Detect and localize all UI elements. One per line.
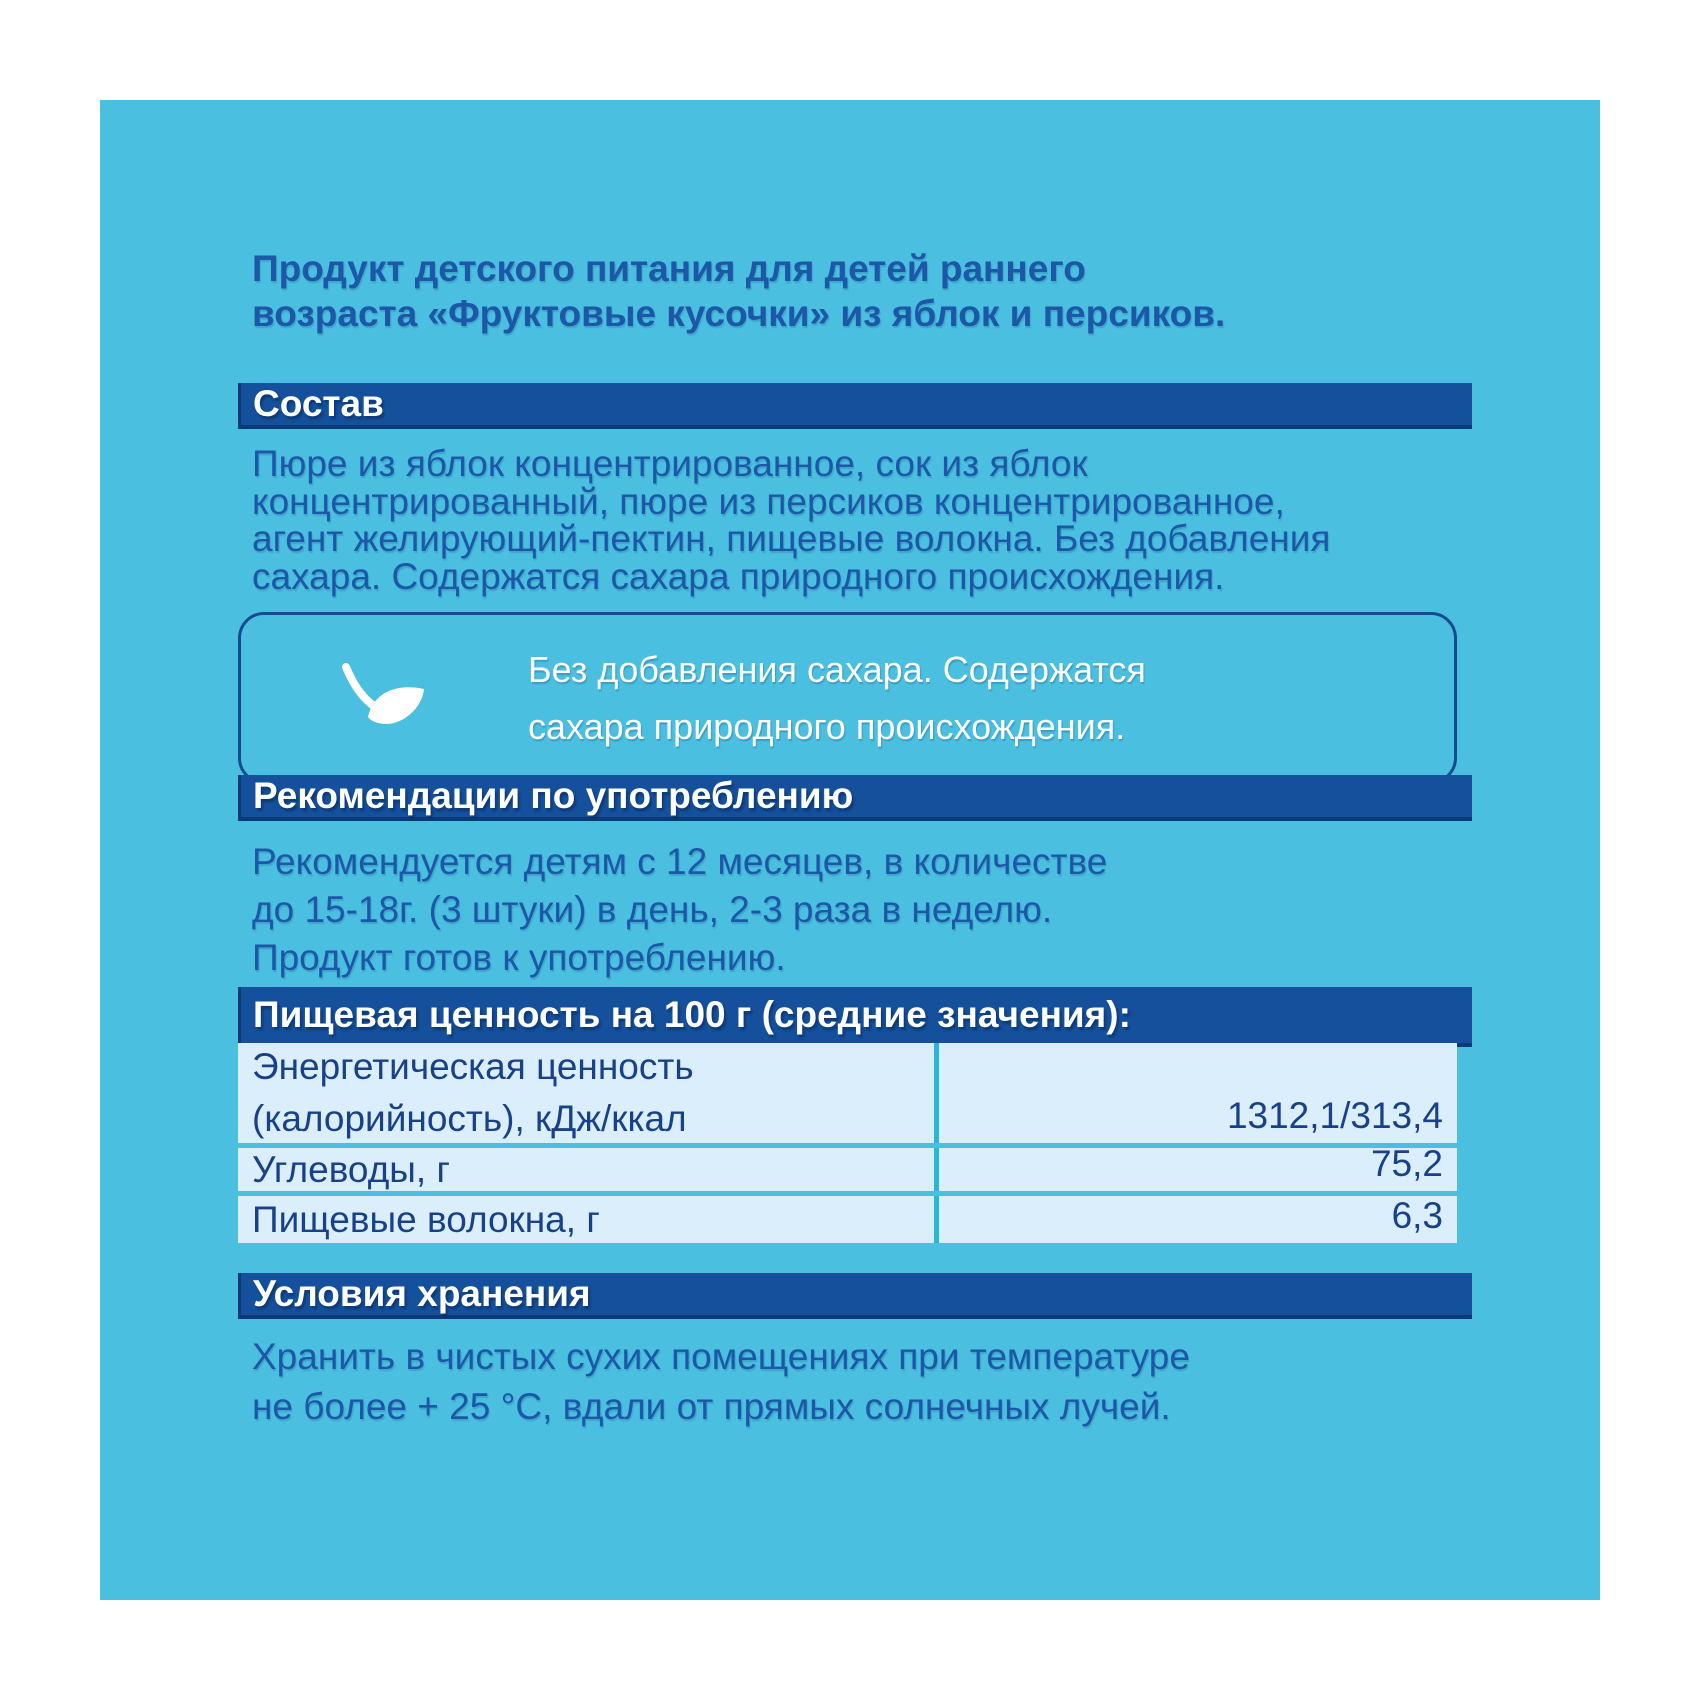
nutrition-row-value: 75,2 — [1370, 1143, 1443, 1184]
leaf-icon — [336, 663, 428, 733]
product-title: Продукт детского питания для детей раннего возраста «Фруктовые кусочки» из яблок и персиков. — [252, 248, 1226, 334]
nutrition-row-label: Углеводы, г — [252, 1148, 450, 1190]
table-row — [238, 1043, 1457, 1143]
recommendations-body: Рекомендуется детям с 12 месяцев, в количестве до 15-18г. (3 штуки) в день, 2-3 раза в неделю. Продукт готов к употреблению. — [252, 841, 1108, 978]
table-row — [238, 1143, 1457, 1191]
footer-note: Упрощенная упаковка для легкого прочтения. — [562, 1612, 1138, 1642]
recommendations-header: Рекомендации по употреблению — [238, 775, 1472, 821]
product-label-panel — [100, 100, 1600, 1642]
nutrition-row-value: 6,3 — [1391, 1195, 1443, 1236]
nutrition-table — [238, 1043, 1457, 1243]
table-row — [238, 1196, 1457, 1243]
composition-header: Состав — [238, 383, 1472, 429]
composition-body: Пюре из яблок концентрированное, сок из яблок концентрированный, пюре из персиков концентрированное, агент желирующий-пектин, пищевые волокна. Без добавления сахара. Содержатся сахара природного происхождения. — [252, 443, 1331, 597]
no-sugar-box — [238, 612, 1457, 784]
storage-header: Условия хранения — [238, 1273, 1472, 1319]
nutrition-row-value: 1312,1/313,4 — [1226, 1095, 1443, 1136]
no-sugar-text: Без добавления сахара. Содержатся сахара природного происхождения. — [528, 649, 1146, 747]
nutrition-row-label: Пищевые волокна, г — [252, 1198, 600, 1240]
storage-body: Хранить в чистых сухих помещениях при температуре не более + 25 °С, вдали от прямых солнечных лучей. — [252, 1336, 1190, 1427]
nutrition-row-label: Энергетическая ценность (калорийность), кДж/ккал — [252, 1046, 694, 1139]
nutrition-header: Пищевая ценность на 100 г (средние значения): — [238, 987, 1472, 1047]
